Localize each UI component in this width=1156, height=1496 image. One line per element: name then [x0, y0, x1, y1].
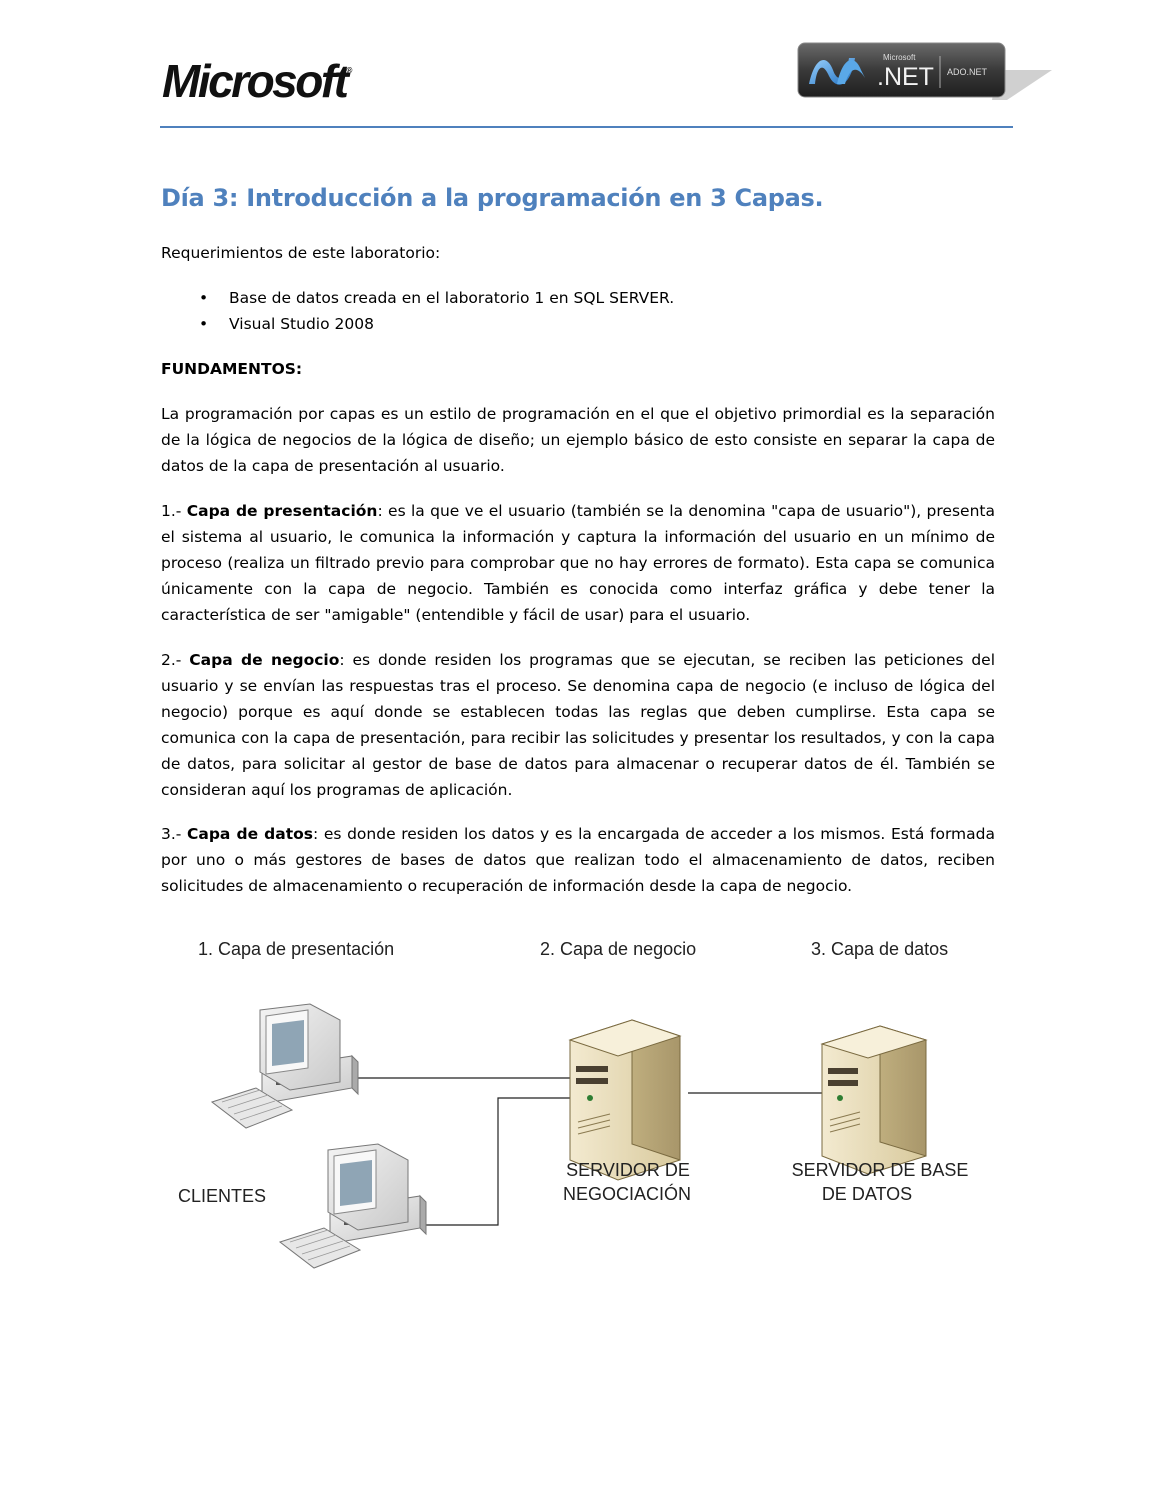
column-label-business: 2. Capa de negocio: [540, 939, 697, 959]
fundamentos-heading: FUNDAMENTOS:: [161, 360, 303, 378]
layer-paragraph-business: 2.- Capa de negocio: es donde residen los programas que se ejecutan, se reciben las peticiones del usuario y se envían las respuestas tras el proceso. Se denomina capa de negocio (e incluso de lógica del negocio) porque es aquí donde se establecen todas las reglas que deben cumplirse. Esta capa se comunica con la capa de presentación, para recibir las solicitudes y presentar los resultados, y con la capa de datos, para solicitar al gestor de base de datos para almacenar o recuperar datos de él. También se consideran aquí los programas de aplicación.: [161, 651, 995, 799]
dotnet-badge: [797, 42, 1052, 100]
database-server-label-2: DE DATOS: [821, 1184, 913, 1204]
badge-main-text: .NET: [877, 63, 934, 91]
layer-term: Capa de negocio: [189, 651, 340, 669]
column-label-presentation: 1. Capa de presentación: [198, 939, 395, 959]
column-label-data: 3. Capa de datos: [811, 939, 949, 959]
database-server-icon: [822, 1026, 926, 1174]
database-server-label-1: SERVIDOR DE BASE: [791, 1160, 969, 1180]
bullet-icon: •: [199, 315, 209, 333]
clients-label: CLIENTES: [178, 1186, 267, 1206]
list-item: • Visual Studio 2008: [161, 311, 674, 337]
list-item: • Base de datos creada en el laboratorio 1 en SQL SERVER.: [161, 285, 674, 311]
registered-mark: ®: [346, 66, 353, 75]
page-title: Día 3: Introducción a la programación en 3 Capas.: [161, 184, 824, 212]
requirements-intro: Requerimientos de este laboratorio:: [161, 244, 441, 262]
layer-term: Capa de presentación: [186, 502, 378, 520]
badge-small-text: Microsoft: [883, 53, 916, 62]
client-computer-icon: [280, 1144, 426, 1268]
three-tier-diagram: [170, 930, 990, 1290]
business-server-label-1: SERVIDOR DE: [566, 1160, 690, 1180]
business-server-icon: [570, 1020, 680, 1180]
business-server-label-2: NEGOCIACIÓN: [562, 1184, 692, 1204]
layer-term: Capa de datos: [187, 825, 314, 843]
brand-text: Microsoft: [162, 55, 347, 107]
badge-sub-text: ADO.NET: [947, 67, 988, 77]
requirements-list: [161, 285, 674, 337]
intro-paragraph: La programación por capas es un estilo de programación en el que el objetivo primordial es la separación de la lógica de negocios de la lógica de diseño; un ejemplo básico de esto consiste en separar la capa de datos de la capa de presentación al usuario.: [161, 405, 995, 475]
bullet-icon: •: [199, 289, 209, 307]
client-computer-icon: [212, 1004, 358, 1128]
layer-paragraph-data: 3.- Capa de datos: es donde residen los datos y es la encargada de acceder a los mismos. Está formada por uno o más gestores de bases de datos que realizan todo el almacenamiento de datos, reciben solicitudes de almacenamiento o recuperación de información desde la capa de negocio.: [161, 825, 995, 895]
microsoft-logo: [162, 54, 352, 108]
layer-paragraph-presentation: 1.- Capa de presentación: es la que ve el usuario (también se la denomina "capa de usuario"), presenta el sistema al usuario, le comunica la información y captura la información del usuario en un mínimo de proceso (realiza un filtrado previo para comprobar que no hay errores de formato). Esta capa se comunica únicamente con la capa de negocio. También es conocida como interfaz gráfica y debe tener la característica de ser "amigable" (entendible y fácil de usar) para el usuario.: [161, 502, 995, 624]
header-divider: [160, 126, 1013, 128]
